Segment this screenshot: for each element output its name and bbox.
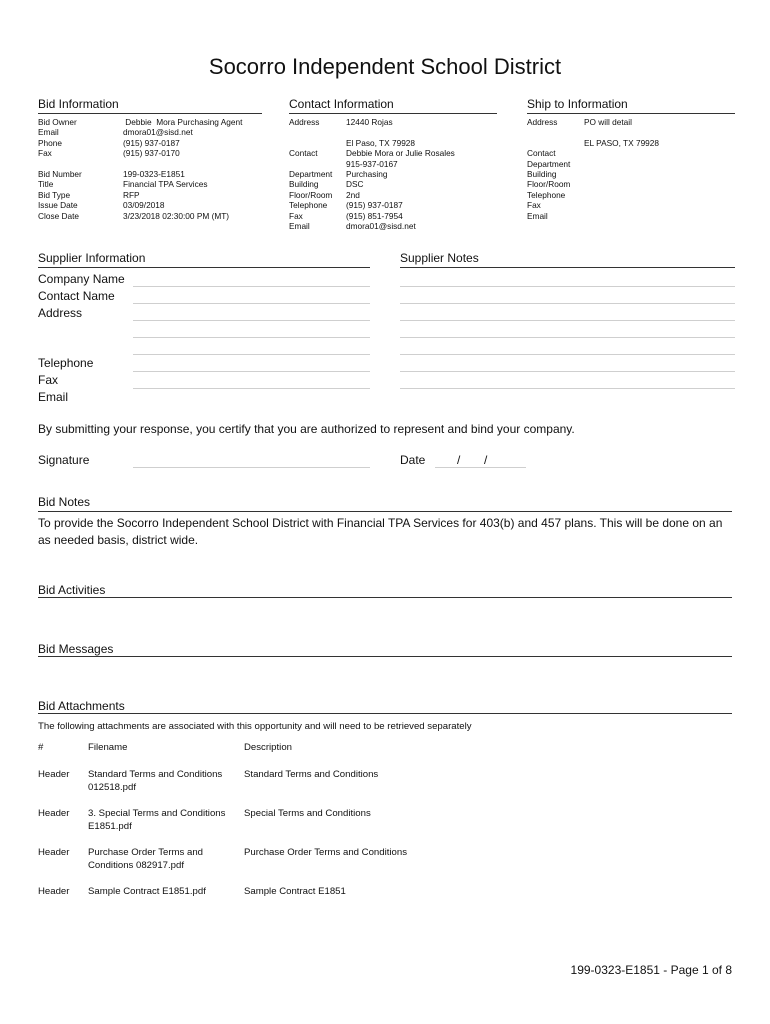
bid-messages-heading: Bid Messages [38,642,114,656]
bid-info-label: Email [38,127,59,138]
attachment-description: Sample Contract E1851 [244,886,346,897]
date-field[interactable] [435,467,526,468]
contact-info-label [289,138,346,148]
contact-info-value: 12440 Rojas [346,117,393,127]
attachment-filename-line: Standard Terms and Conditions [88,769,223,780]
supplier-notes-line[interactable] [400,320,735,321]
bid-info-label: Issue Date [38,200,78,211]
attachment-type: Header [38,808,70,819]
page-title: Socorro Independent School District [208,54,562,79]
contact-info-label: Department [289,169,333,180]
bid-attachments-heading: Bid Attachments [38,699,125,713]
telephone-label: Telephone [38,356,94,370]
bid-info-value: dmora01@sisd.net [123,127,193,138]
contact-info-label [289,159,346,169]
ship-info-label: Building [527,169,557,180]
supplier-notes-line[interactable] [400,388,735,389]
bid-activities-rule [38,597,732,598]
attachment-description: Special Terms and Conditions [244,808,371,819]
contact-info-value: Purchasing [346,169,388,180]
bid-info-label: Fax [38,148,52,159]
ship-info-rule [527,113,735,114]
contact-info-value [346,127,496,137]
bid-info-value: 199-0323-E1851 [123,169,185,180]
ship-info-value: PO will detail [584,117,632,127]
contact-info-values [346,117,496,231]
bid-info-label: Bid Owner [38,117,77,127]
contact-name-label: Contact Name [38,289,115,303]
bid-info-labels [38,117,123,221]
contact-info-value: (915) 851-7954 [346,210,403,221]
contact-info-label [289,127,346,137]
supplier-notes-line[interactable] [400,354,735,355]
certification-text: By submitting your response, you certify that you are authorized to represent and bind your company. [38,422,575,436]
ship-info-heading: Ship to Information [527,97,628,111]
address-field-line-2[interactable] [133,337,370,338]
bid-info-value: 03/09/2018 [123,200,165,211]
address-field-line-3[interactable] [133,354,370,355]
bid-info-label [38,159,123,169]
supplier-notes-line[interactable] [400,286,735,287]
ship-info-labels [527,117,584,221]
contact-info-label: Contact [289,148,318,159]
column-header-number: # [38,742,44,753]
telephone-field[interactable] [133,371,370,372]
ship-info-label [527,138,584,148]
ship-info-label: Address [527,117,558,127]
bid-info-rule [38,113,262,114]
attachment-filename-line: Sample Contract E1851.pdf [88,886,206,897]
bid-info-value: (915) 937-0187 [123,137,180,148]
ship-info-label: Floor/Room [527,179,571,190]
bid-info-label: Bid Number [38,169,82,180]
ship-info-label [527,127,584,137]
contact-info-label: Telephone [289,200,328,211]
bid-attachments-rule [38,713,732,714]
address-field-line-1[interactable] [133,320,370,321]
attachment-filename[interactable] [88,807,244,833]
contact-info-label: Floor/Room [289,189,333,200]
bid-info-values [123,117,273,221]
column-header-description: Description [244,742,292,753]
bid-notes-rule [38,511,732,512]
supplier-notes-line[interactable] [400,337,735,338]
bid-activities-heading: Bid Activities [38,583,106,597]
contact-info-value: 2nd [346,189,360,200]
supplier-info-heading: Supplier Information [38,251,146,265]
bid-info-label: Close Date [38,210,80,221]
attachments-intro: The following attachments are associated with this opportunity and will need to be retrieved separately [38,721,472,732]
date-separator: / [484,453,488,467]
column-header-filename: Filename [88,742,128,753]
bid-info-value: RFP [123,189,140,200]
supplier-notes-rule [400,267,735,268]
bid-info-label: Title [38,179,54,190]
fax-field[interactable] [133,388,370,389]
attachment-filename-line: Purchase Order Terms and [88,847,203,858]
company-name-field[interactable] [133,286,370,287]
bid-info-value: Financial TPA Services [123,179,208,190]
attachment-filename-line: E1851.pdf [88,821,132,832]
contact-info-rule [289,113,497,114]
supplier-notes-line[interactable] [400,303,735,304]
page-footer: 199-0323-E1851 - Page 1 of 8 [570,963,732,977]
ship-info-label: Telephone [527,189,566,200]
attachment-filename-line: 012518.pdf [88,782,137,793]
ship-info-label: Email [527,210,548,221]
signature-field[interactable] [133,467,370,468]
bid-info-value: 3/23/2018 02:30:00 PM (MT) [123,210,230,221]
fax-label: Fax [38,373,59,387]
attachment-filename[interactable] [88,885,238,898]
bid-info-value: Debbie Mora Purchasing Agent [123,117,243,127]
bid-notes-heading: Bid Notes [38,495,91,509]
supplier-notes-line[interactable] [400,371,735,372]
contact-info-value: El Paso, TX 79928 [346,137,416,148]
ship-info-label: Contact [527,148,556,159]
bid-info-value [123,159,273,169]
attachment-type: Header [38,769,70,780]
ship-info-value: EL PASO, TX 79928 [584,137,660,148]
contact-info-value: DSC [346,179,364,190]
contact-info-label: Email [289,221,310,232]
bid-info-label: Bid Type [38,189,71,200]
attachment-filename-line: 3. Special Terms and Conditions [88,808,226,819]
attachment-filename[interactable] [88,846,238,872]
bid-notes-text: To provide the Socorro Independent School District with Financial TPA Services for 403(b) and 457 plans. This will be done on an as needed basis, district wide. [38,516,723,547]
contact-info-value: Debbie Mora or Julie Rosales [346,148,455,159]
contact-info-labels [289,117,346,231]
ship-info-label: Department [527,158,571,169]
supplier-info-rule [38,267,370,268]
attachment-filename-line: Conditions 082917.pdf [88,860,185,871]
email-label: Email [38,390,69,404]
ship-info-values [584,117,734,148]
ship-info-value [584,127,734,137]
contact-info-label: Building [289,179,319,190]
contact-info-heading: Contact Information [289,97,394,111]
contact-name-field[interactable] [133,303,370,304]
contact-info-label: Address [289,117,320,127]
contact-info-value: 915-937-0167 [346,158,398,169]
bid-info-label: Phone [38,137,62,148]
attachment-description: Standard Terms and Conditions [244,769,379,780]
address-label: Address [38,306,83,320]
attachment-filename[interactable] [88,768,238,794]
contact-info-value: (915) 937-0187 [346,200,403,211]
attachment-description: Purchase Order Terms and Conditions [244,847,407,858]
bid-info-value: (915) 937-0170 [123,148,180,159]
attachment-type: Header [38,886,70,897]
supplier-notes-heading: Supplier Notes [400,251,479,265]
bid-messages-rule [38,656,732,657]
company-name-label: Company Name [38,272,125,286]
attachment-type: Header [38,847,70,858]
signature-label: Signature [38,453,90,467]
contact-info-label: Fax [289,210,303,221]
ship-info-label: Fax [527,200,541,211]
date-separator: / [457,453,461,467]
bid-info-heading: Bid Information [38,97,119,111]
contact-info-value: dmora01@sisd.net [346,221,416,232]
date-label: Date [400,453,426,467]
